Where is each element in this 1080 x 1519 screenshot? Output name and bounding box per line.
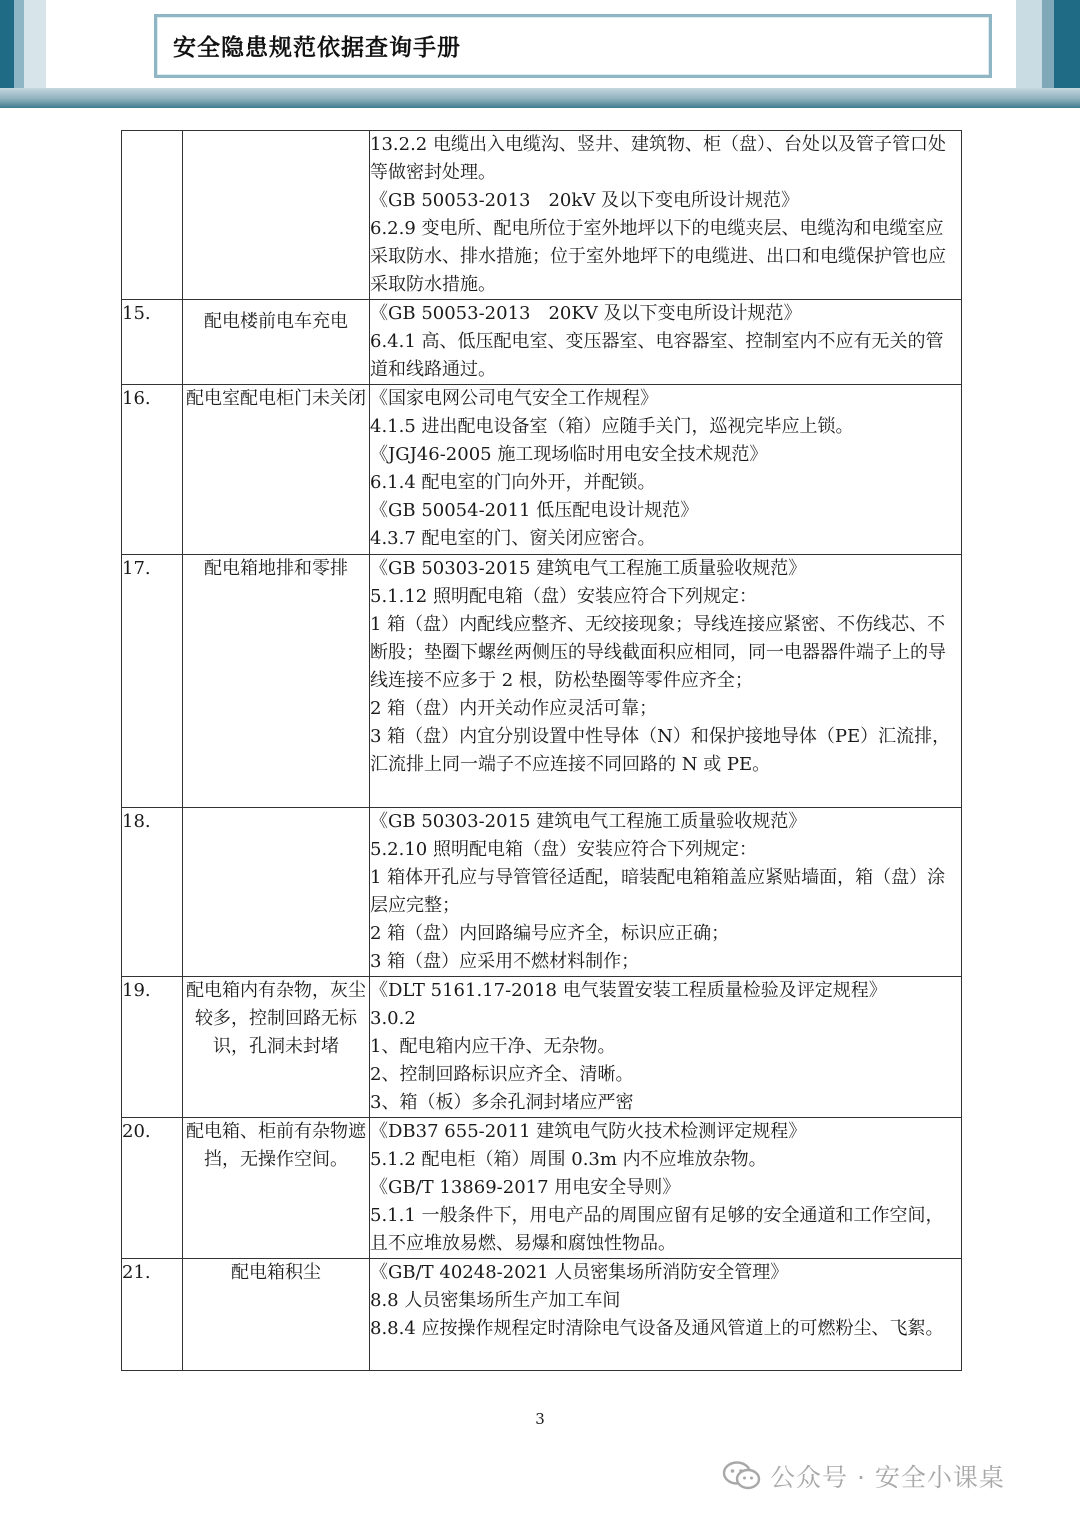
- regulation-line: 《GB 50303-2015 建筑电气工程施工质量验收规范》: [370, 811, 807, 832]
- regulation-line: 1 箱体开孔应与导管管径适配，暗装配电箱箱盖应紧贴墙面，箱（盘）涂层应完整；: [370, 867, 946, 916]
- hazard-item: 配电箱地排和零排: [183, 555, 370, 808]
- watermark: [722, 1456, 1005, 1496]
- header-stripe: [1016, 0, 1042, 88]
- regulation-line: 5.1.1 一般条件下，用电产品的周围应留有足够的安全通道和工作空间，且不应堆放易燃、易爆和腐蚀性物品。: [370, 1205, 944, 1254]
- row-number: 15.: [122, 300, 183, 385]
- hazard-item: 配电箱、柜前有杂物遮挡，无操作空间。: [183, 1118, 370, 1259]
- regulation-line: 5.1.12 照明配电箱（盘）安装应符合下列规定：: [370, 586, 757, 607]
- header-stripe: [24, 0, 46, 88]
- hazard-item: [183, 808, 370, 977]
- regulation-line: 《GB 50054-2011 低压配电设计规范》: [370, 500, 699, 521]
- regulation-line: 13.2.2 电缆出入电缆沟、竖井、建筑物、柜（盘）、台处以及管子管口处等做密封处理。: [370, 134, 946, 183]
- hazard-item: 配电楼前电车充电: [183, 300, 370, 385]
- regulation-text: [370, 1259, 962, 1371]
- wechat-icon: [722, 1460, 762, 1492]
- hazard-item: 配电箱内有杂物，灰尘较多，控制回路无标识，孔洞未封堵: [183, 977, 370, 1118]
- regulation-line: 2、控制回路标识应齐全、清晰。: [370, 1064, 634, 1085]
- regulation-line: 6.2.9 变电所、配电所位于室外地坪以下的电缆夹层、电缆沟和电缆室应采取防水、排水措施；位于室外地坪下的电缆进、出口和电缆保护管也应采取防水措施。: [370, 218, 946, 295]
- header-stripe: [0, 0, 14, 88]
- regulation-text: [370, 555, 962, 808]
- regulation-line: 1、配电箱内应干净、无杂物。: [370, 1036, 616, 1057]
- regulation-line: 4.1.5 进出配电设备室（箱）应随手关门，巡视完毕应上锁。: [370, 416, 854, 437]
- row-number: 19.: [122, 977, 183, 1118]
- regulation-text: [370, 385, 962, 555]
- table-row: [122, 131, 962, 300]
- regulation-line: 3 箱（盘）内宜分别设置中性导体（N）和保护接地导体（PE）汇流排，汇流排上同一端子不应连接不同回路的 N 或 PE。: [370, 726, 951, 775]
- regulation-line: 3.0.2: [370, 1008, 416, 1029]
- header-band: [0, 0, 1080, 108]
- header-rule: [0, 88, 1080, 108]
- table-row: [122, 808, 962, 977]
- row-number: [122, 131, 183, 300]
- regulation-line: 5.1.2 配电柜（箱）周围 0.3m 内不应堆放杂物。: [370, 1149, 767, 1170]
- row-number: 17.: [122, 555, 183, 808]
- row-number: 18.: [122, 808, 183, 977]
- regulation-line: 2 箱（盘）内开关动作应灵活可靠；: [370, 698, 658, 719]
- regulation-line: 6.1.4 配电室的门向外开，并配锁。: [370, 472, 656, 493]
- regulation-line: 《GB 50053-2013 20KV 及以下变电所设计规范》: [370, 303, 802, 324]
- regulation-text: [370, 300, 962, 385]
- regulation-table: [121, 130, 962, 1371]
- regulation-line: 《GB 50303-2015 建筑电气工程施工质量验收规范》: [370, 558, 807, 579]
- table-row: [122, 555, 962, 808]
- regulation-line: 《GB 50053-2013 20kV 及以下变电所设计规范》: [370, 190, 800, 211]
- hazard-item: 配电箱积尘: [183, 1259, 370, 1371]
- regulation-text: [370, 131, 962, 300]
- regulation-line: 《GB/T 13869-2017 用电安全导则》: [370, 1177, 681, 1198]
- table-row: [122, 1259, 962, 1371]
- regulation-line: 《JGJ46-2005 施工现场临时用电安全技术规范》: [370, 444, 768, 465]
- regulation-line: 2 箱（盘）内回路编号应齐全，标识应正确；: [370, 923, 730, 944]
- regulation-text: [370, 1118, 962, 1259]
- table-row: [122, 300, 962, 385]
- table-row: [122, 1118, 962, 1259]
- regulation-line: 《DLT 5161.17-2018 电气装置安装工程质量检验及评定规程》: [370, 980, 887, 1001]
- row-number: 21.: [122, 1259, 183, 1371]
- header-stripe: [14, 0, 24, 88]
- header-stripe: [1042, 0, 1054, 88]
- regulation-line: 8.8 人员密集场所生产加工车间: [370, 1290, 621, 1311]
- regulation-line: 《GB/T 40248-2021 人员密集场所消防安全管理》: [370, 1262, 789, 1283]
- regulation-line: 3、箱（板）多余孔洞封堵应严密: [370, 1092, 634, 1113]
- regulation-line: 6.4.1 高、低压配电室、变压器室、电容器室、控制室内不应有无关的管道和线路通过。: [370, 331, 944, 380]
- table-row: [122, 977, 962, 1118]
- regulation-text: [370, 808, 962, 977]
- page-number: 3: [535, 1410, 545, 1428]
- table-row: [122, 385, 962, 555]
- watermark-text: 公众号 · 安全小课桌: [770, 1463, 1005, 1492]
- regulation-text: [370, 977, 962, 1118]
- regulation-line: 5.2.10 照明配电箱（盘）安装应符合下列规定：: [370, 839, 757, 860]
- title-box: [154, 14, 992, 78]
- document-title: 安全隐患规范依据查询手册: [173, 35, 461, 61]
- hazard-item: [183, 131, 370, 300]
- regulation-line: 3 箱（盘）应采用不燃材料制作；: [370, 951, 640, 972]
- regulation-line: 《国家电网公司电气安全工作规程》: [370, 388, 658, 409]
- row-number: 20.: [122, 1118, 183, 1259]
- row-number: 16.: [122, 385, 183, 555]
- regulation-line: 《DB37 655-2011 建筑电气防火技术检测评定规程》: [370, 1121, 807, 1142]
- regulation-line: 8.8.4 应按操作规程定时清除电气设备及通风管道上的可燃粉尘、飞絮。: [370, 1318, 944, 1339]
- hazard-item: 配电室配电柜门未关闭: [183, 385, 370, 555]
- regulation-line: 4.3.7 配电室的门、窗关闭应密合。: [370, 528, 656, 549]
- regulation-line: 1 箱（盘）内配线应整齐、无绞接现象；导线连接应紧密、不伤线芯、不断股；垫圈下螺丝两侧压的导线截面积应相同，同一电器器件端子上的导线连接不应多于 2 根，防松垫圈等零件应齐全；: [370, 614, 946, 691]
- header-stripe: [1054, 0, 1080, 88]
